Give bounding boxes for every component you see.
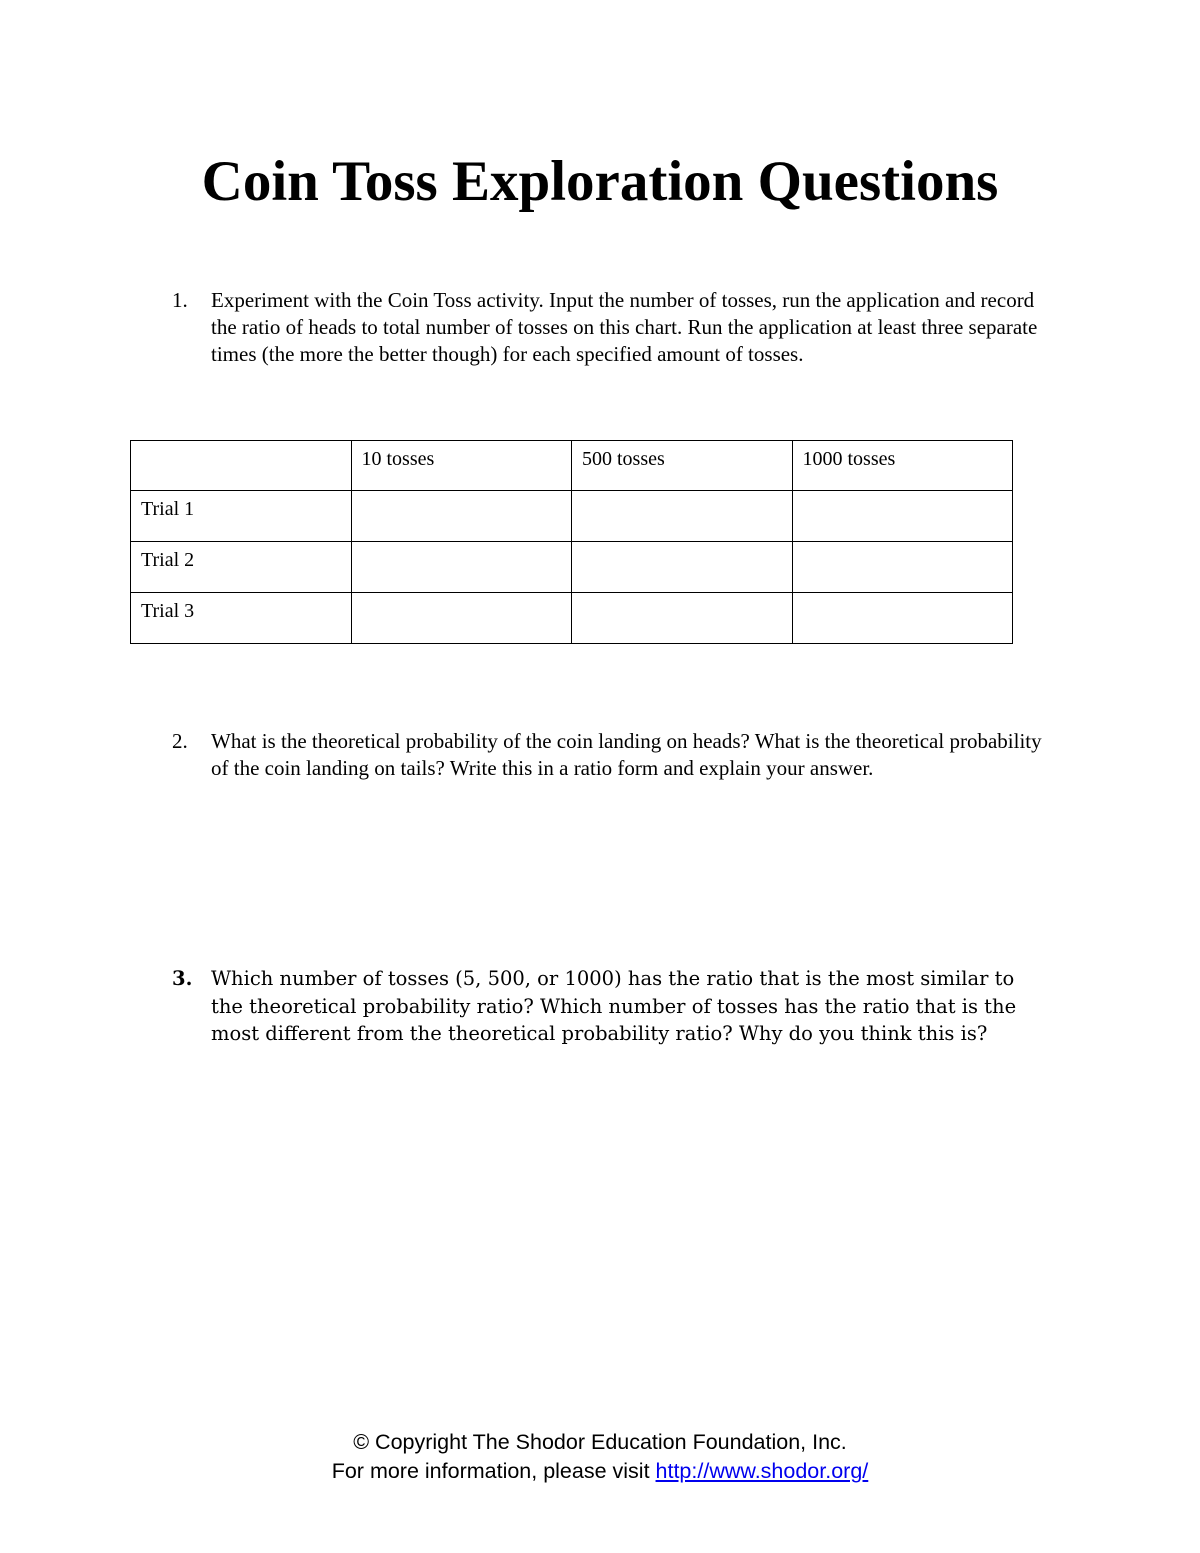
table-header-cell: 500 tosses bbox=[572, 441, 793, 491]
results-table bbox=[130, 440, 1013, 644]
table-cell[interactable] bbox=[351, 491, 572, 542]
table-header-cell bbox=[131, 441, 352, 491]
question-number: 1. bbox=[172, 288, 188, 312]
row-label: Trial 1 bbox=[131, 491, 352, 542]
question-text: What is the theoretical probability of the coin landing on heads? What is the theoretical probability of the coin landing on tails? Write this in a ratio form and explain your answer. bbox=[211, 729, 1042, 780]
table-row bbox=[131, 593, 1013, 644]
info-line bbox=[0, 1457, 1200, 1486]
table-header-row bbox=[131, 441, 1013, 491]
page-title: Coin Toss Exploration Questions bbox=[201, 150, 999, 213]
question-text: Experiment with the Coin Toss activity. Input the number of tosses, run the application and record the ratio of heads to total number of tosses on this chart. Run the application at least three separate times (the more the better though) for each specified amount of tosses. bbox=[211, 288, 1038, 366]
shodor-link[interactable]: http://www.shodor.org/ bbox=[655, 1459, 869, 1483]
row-label: Trial 2 bbox=[131, 542, 352, 593]
table-cell[interactable] bbox=[572, 542, 793, 593]
table-cell[interactable] bbox=[351, 542, 572, 593]
question-text: Which number of tosses (5, 500, or 1000) has the ratio that is the most similar to the theoretical probability ratio? Which number of tosses has the ratio that is the most different from the theoretical probability ratio? Why do you think this is? bbox=[211, 967, 1017, 1045]
table-cell[interactable] bbox=[792, 542, 1013, 593]
table-header-cell: 1000 tosses bbox=[792, 441, 1013, 491]
row-label: Trial 3 bbox=[131, 593, 352, 644]
footer bbox=[0, 1428, 1200, 1486]
info-prefix: For more information, please visit bbox=[331, 1459, 656, 1483]
question-number: 2. bbox=[172, 729, 188, 753]
copyright-notice: © Copyright The Shodor Education Foundation, Inc. bbox=[353, 1430, 847, 1454]
table-row bbox=[131, 542, 1013, 593]
table-cell[interactable] bbox=[351, 593, 572, 644]
table-cell[interactable] bbox=[572, 491, 793, 542]
question-number: 3. bbox=[172, 967, 193, 990]
table-cell[interactable] bbox=[792, 593, 1013, 644]
question-3 bbox=[172, 965, 1052, 1048]
question-1 bbox=[172, 287, 1052, 368]
table-cell[interactable] bbox=[792, 491, 1013, 542]
table-header-cell: 10 tosses bbox=[351, 441, 572, 491]
question-2 bbox=[172, 728, 1052, 782]
table-row bbox=[131, 491, 1013, 542]
table-cell[interactable] bbox=[572, 593, 793, 644]
